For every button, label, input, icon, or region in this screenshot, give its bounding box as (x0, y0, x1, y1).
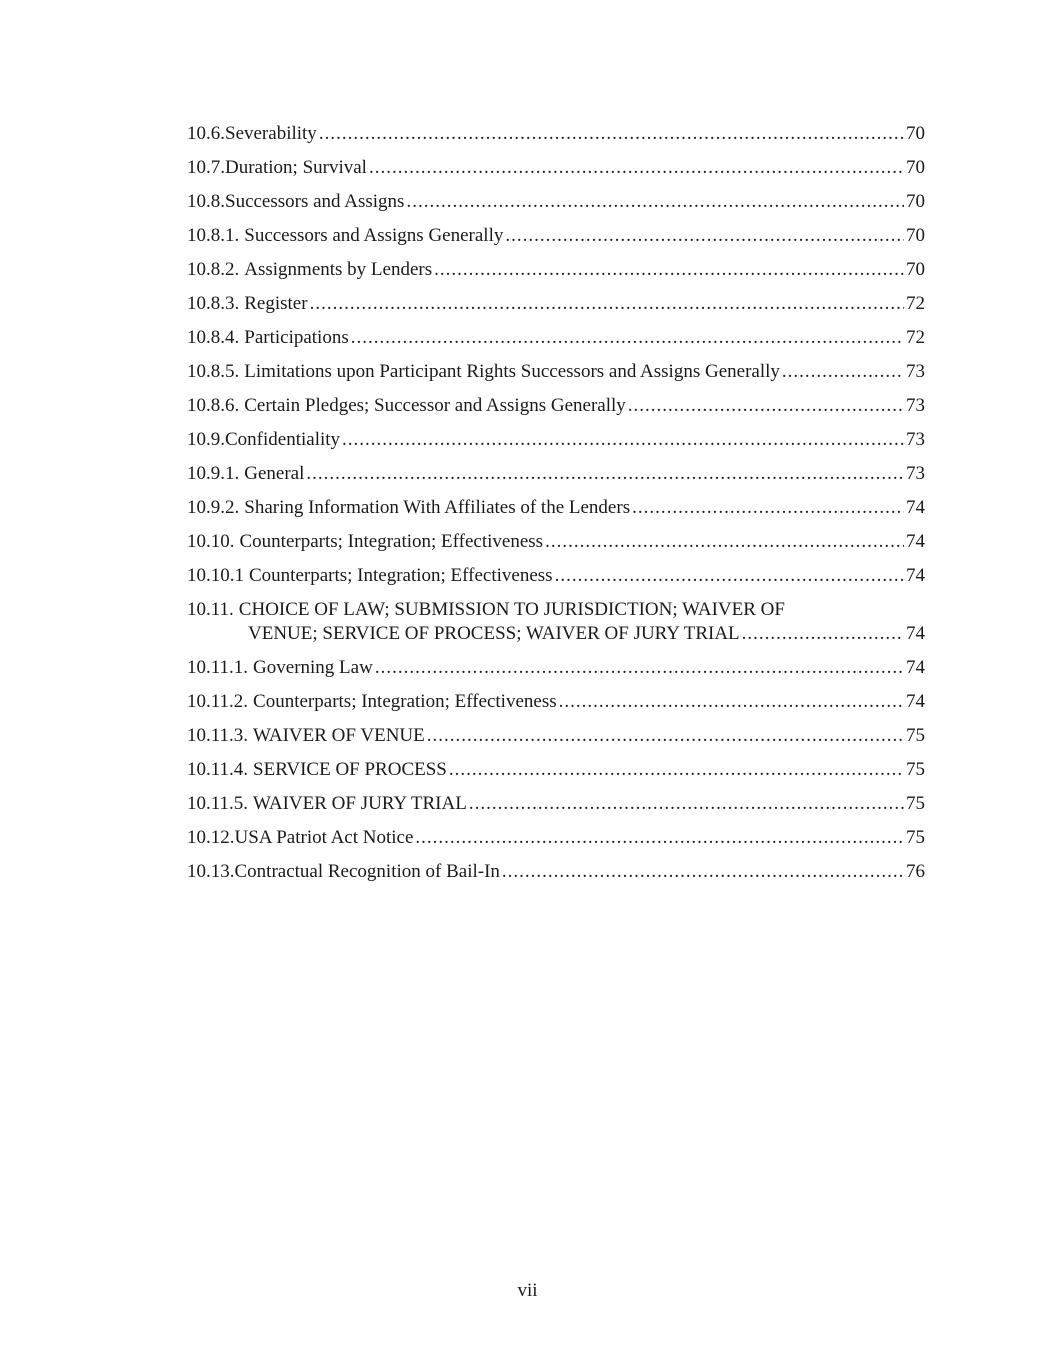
toc-page-number: 74 (906, 623, 925, 644)
toc-page-number: 73 (906, 361, 925, 382)
toc-entry-10-10[interactable] (187, 530, 925, 554)
toc-entry-10-11[interactable] (187, 598, 925, 646)
toc-page-number: 70 (906, 225, 925, 246)
toc-page-number: 73 (906, 463, 925, 484)
toc-page-number: 75 (906, 759, 925, 780)
toc-title: Participations (244, 327, 349, 348)
toc-title: WAIVER OF VENUE (253, 725, 425, 746)
toc-entry-10-8-1[interactable] (187, 224, 925, 248)
toc-number: 10.12. (187, 827, 235, 848)
toc-title-line-1: CHOICE OF LAW; SUBMISSION TO JURISDICTION; WAIVER OF (238, 599, 785, 620)
toc-number: 10.7. (187, 157, 225, 178)
toc-title: Counterparts; Integration; Effectiveness (239, 531, 544, 552)
toc-title: Severability (225, 123, 317, 144)
dot-leader (306, 462, 904, 486)
toc-number: 10.8.1. (187, 225, 240, 246)
toc-page-number: 76 (906, 861, 925, 882)
toc-title: Duration; Survival (225, 157, 367, 178)
dot-leader (375, 656, 904, 680)
toc-number: 10.11.2. (187, 691, 249, 712)
toc-entry-10-12[interactable] (187, 826, 925, 850)
toc-entry-10-8-6[interactable] (187, 394, 925, 418)
toc-title: Governing Law (253, 657, 373, 678)
page-footer-number: vii (517, 1280, 538, 1301)
toc-number: 10.10. (187, 531, 235, 552)
toc-page-number: 70 (906, 259, 925, 280)
dot-leader (427, 724, 904, 748)
dot-leader (559, 690, 904, 714)
toc-entry-10-11-2[interactable] (187, 690, 925, 714)
dot-leader (351, 326, 904, 350)
toc-entry-10-6[interactable] (187, 122, 925, 146)
dot-leader (449, 758, 904, 782)
toc-number: 10.10.1 (187, 565, 244, 586)
toc-number: 10.11.1. (187, 657, 249, 678)
toc-number: 10.11. (187, 599, 234, 620)
toc-number: 10.11.4. (187, 759, 249, 780)
toc-page-number: 74 (906, 497, 925, 518)
dot-leader (310, 292, 904, 316)
toc-title: USA Patriot Act Notice (234, 827, 414, 848)
dot-leader (555, 564, 904, 588)
toc-title: WAIVER OF JURY TRIAL (253, 793, 467, 814)
toc-page-number: 75 (906, 725, 925, 746)
toc-page-number: 72 (906, 327, 925, 348)
dot-leader (632, 496, 904, 520)
toc-number: 10.11.5. (187, 793, 249, 814)
toc-entry-10-8-4[interactable] (187, 326, 925, 350)
dot-leader (469, 792, 904, 816)
toc-entry-10-11-4[interactable] (187, 758, 925, 782)
dot-leader (742, 622, 904, 646)
toc-number: 10.9.2. (187, 497, 240, 518)
toc-page-number: 72 (906, 293, 925, 314)
toc-page-number: 73 (906, 429, 925, 450)
toc-title: Successors and Assigns Generally (244, 225, 504, 246)
dot-leader (505, 224, 904, 248)
toc-title: Successors and Assigns (225, 191, 405, 212)
toc-page-number: 70 (906, 191, 925, 212)
toc-entry-10-11-5[interactable] (187, 792, 925, 816)
toc-title: Limitations upon Participant Rights Successors and Assigns Generally (244, 361, 780, 382)
toc-title: Counterparts; Integration; Effectiveness (249, 565, 553, 586)
toc-number: 10.13. (187, 861, 235, 882)
toc-number: 10.8.6. (187, 395, 240, 416)
toc-page-number: 70 (906, 157, 925, 178)
toc-number: 10.11.3. (187, 725, 249, 746)
toc-page-number: 70 (906, 123, 925, 144)
toc-title: Register (244, 293, 308, 314)
toc-entry-10-9-2[interactable] (187, 496, 925, 520)
dot-leader (342, 428, 904, 452)
toc-entry-10-10-1[interactable] (187, 564, 925, 588)
toc-number: 10.9.1. (187, 463, 240, 484)
toc-entry-10-8-5[interactable] (187, 360, 925, 384)
toc-page-number: 73 (906, 395, 925, 416)
toc-title: Contractual Recognition of Bail-In (234, 861, 500, 882)
toc-number: 10.6. (187, 123, 225, 144)
toc-number: 10.9. (187, 429, 225, 450)
dot-leader (434, 258, 904, 282)
table-of-contents (187, 122, 925, 894)
dot-leader (415, 826, 904, 850)
toc-title: Sharing Information With Affiliates of the Lenders (244, 497, 631, 518)
toc-entry-10-9-1[interactable] (187, 462, 925, 486)
toc-page-number: 75 (906, 793, 925, 814)
dot-leader (782, 360, 904, 384)
toc-number: 10.8. (187, 191, 225, 212)
toc-number: 10.8.5. (187, 361, 240, 382)
toc-title: Assignments by Lenders (244, 259, 433, 280)
toc-number: 10.8.4. (187, 327, 240, 348)
toc-page-number: 75 (906, 827, 925, 848)
dot-leader (545, 530, 904, 554)
toc-title: SERVICE OF PROCESS (253, 759, 447, 780)
toc-page-number: 74 (906, 657, 925, 678)
toc-page-number: 74 (906, 531, 925, 552)
dot-leader (628, 394, 904, 418)
dot-leader (369, 156, 904, 180)
toc-entry-10-8-3[interactable] (187, 292, 925, 316)
toc-entry-10-8[interactable] (187, 190, 925, 214)
toc-title: Confidentiality (225, 429, 341, 450)
toc-entry-10-9[interactable] (187, 428, 925, 452)
toc-title: Certain Pledges; Successor and Assigns Generally (244, 395, 626, 416)
toc-entry-10-13[interactable] (187, 860, 925, 884)
toc-page-number: 74 (906, 691, 925, 712)
dot-leader (502, 860, 904, 884)
dot-leader (319, 122, 904, 146)
toc-entry-10-11-1[interactable] (187, 656, 925, 680)
toc-page-number: 74 (906, 565, 925, 586)
toc-entry-10-11-3[interactable] (187, 724, 925, 748)
toc-number: 10.8.2. (187, 259, 240, 280)
toc-entry-10-8-2[interactable] (187, 258, 925, 282)
toc-title: Counterparts; Integration; Effectiveness (253, 691, 557, 712)
toc-entry-10-7[interactable] (187, 156, 925, 180)
toc-title-line-2: VENUE; SERVICE OF PROCESS; WAIVER OF JURY TRIAL (248, 623, 740, 644)
toc-number: 10.8.3. (187, 293, 240, 314)
toc-title: General (244, 463, 305, 484)
dot-leader (406, 190, 904, 214)
